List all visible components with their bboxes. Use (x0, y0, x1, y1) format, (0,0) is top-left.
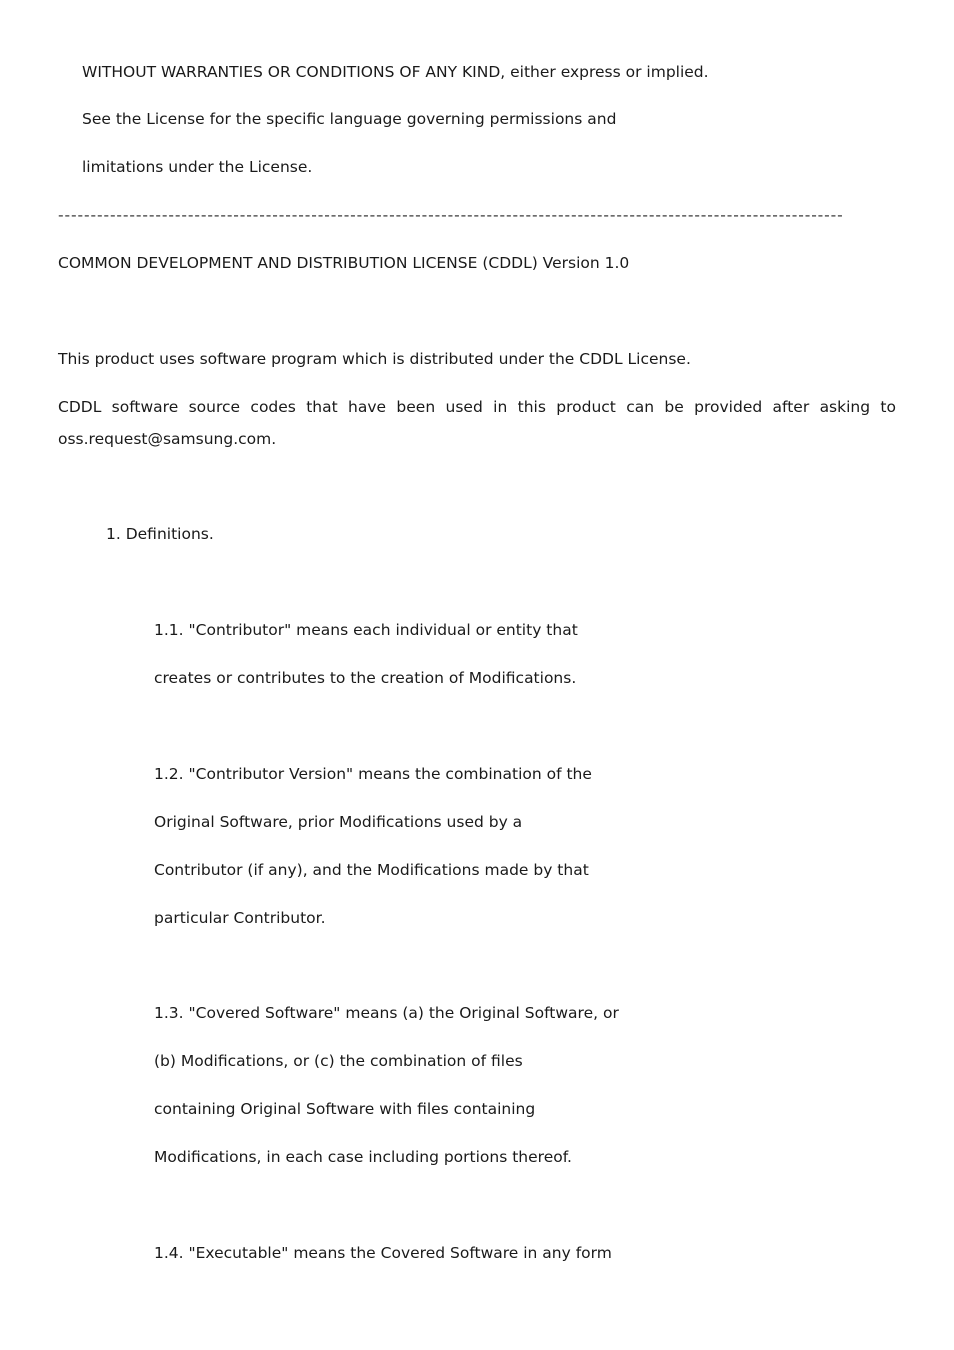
header-line-1: WITHOUT WARRANTIES OR CONDITIONS OF ANY KIND, either express or implied. (82, 63, 709, 81)
intro-line-1: This product uses software program which is distributed under the CDDL License. (58, 350, 691, 368)
definition-1-3-line-3: containing Original Software with files containing (154, 1100, 536, 1118)
intro-email: oss.request@samsung.com. (58, 430, 277, 448)
definition-1-3-line-4: Modifications, in each case including portions thereof. (154, 1148, 572, 1166)
definition-1-1-line-2: creates or contributes to the creation of Modifications. (154, 669, 577, 687)
definition-1-2-line-4: particular Contributor. (154, 909, 326, 927)
definition-1-3-line-2: (b) Modifications, or (c) the combination of files (154, 1052, 523, 1070)
definition-1-1-line-1: 1.1. "Contributor" means each individual or entity that (154, 621, 578, 639)
header-line-2: See the License for the specific language governing permissions and (82, 110, 617, 128)
definition-1-2-line-1: 1.2. "Contributor Version" means the combination of the (154, 765, 592, 783)
intro-line-2: CDDL software source codes that have been used in this product can be provided after asking to (58, 398, 896, 416)
header-line-3: limitations under the License. (82, 158, 313, 176)
license-title: COMMON DEVELOPMENT AND DISTRIBUTION LICENSE (CDDL) Version 1.0 (58, 254, 630, 272)
definition-1-2-line-2: Original Software, prior Modifications used by a (154, 813, 523, 831)
definition-1-2-line-3: Contributor (if any), and the Modifications made by that (154, 861, 589, 879)
definition-1-4-line-1: 1.4. "Executable" means the Covered Software in any form (154, 1244, 612, 1262)
definition-1-3-line-1: 1.3. "Covered Software" means (a) the Original Software, or (154, 1004, 619, 1022)
section-heading-definitions: 1. Definitions. (106, 525, 214, 543)
section-separator: ------------------------------------------------------------------------------------------------------------------------- (58, 206, 844, 224)
